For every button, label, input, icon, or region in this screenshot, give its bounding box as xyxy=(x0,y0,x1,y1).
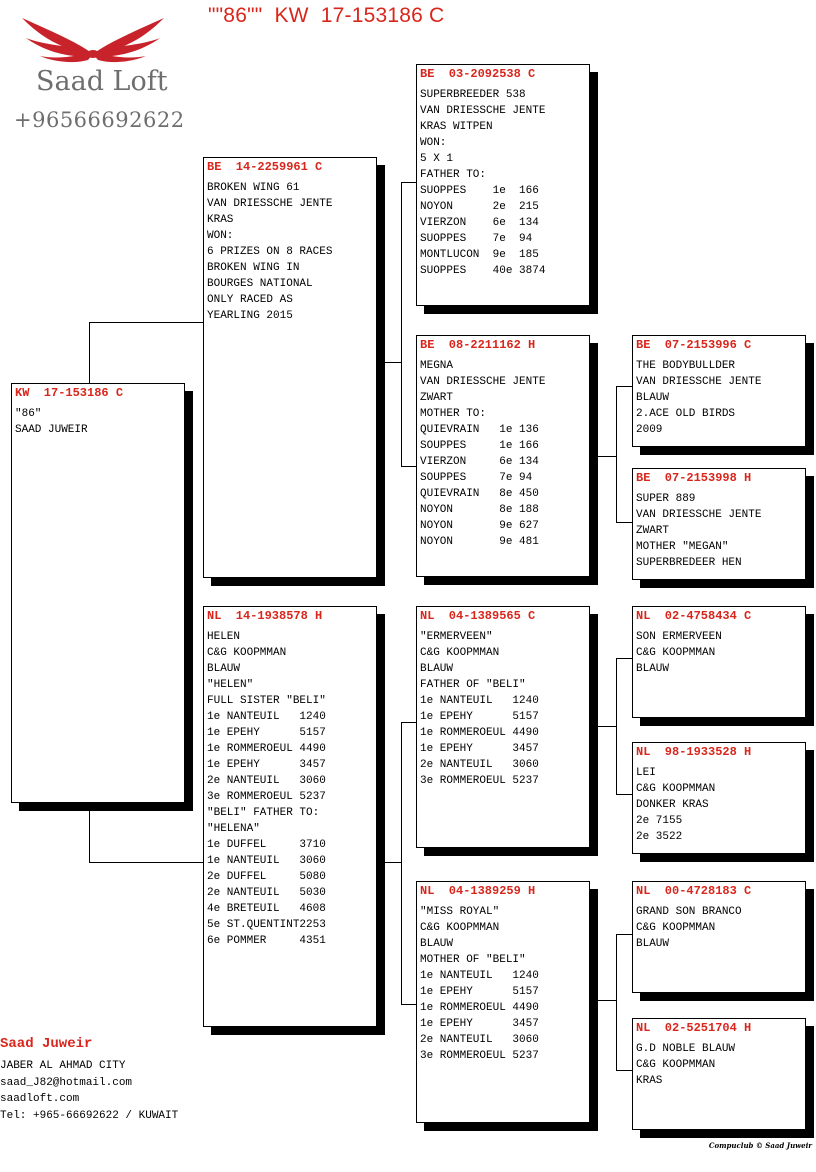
pigeon-info-line: SUPERBREDEER HEN xyxy=(636,557,742,569)
pigeon-info-line: C&G KOOPMMAN xyxy=(636,1059,716,1071)
pigeon-info-line: BOURGES NATIONAL xyxy=(207,278,313,290)
connector-line xyxy=(616,386,617,522)
pigeon-info-line: 1e DUFFEL 3710 xyxy=(207,839,326,851)
pigeon-info-line: ZWART xyxy=(636,525,670,537)
pigeon-info-line: MOTHER OF "BELI" xyxy=(420,954,526,966)
pigeon-info-line: 3e ROMMEROEUL 5237 xyxy=(207,791,326,803)
pigeon-info-line: VIERZON 6e 134 xyxy=(420,456,539,468)
owner-city: JABER AL AHMAD CITY xyxy=(0,1060,126,1072)
pigeon-card-subject xyxy=(11,383,185,803)
pigeon-info-line: 2e NANTEUIL 5030 xyxy=(207,887,326,899)
connector-line xyxy=(616,386,632,387)
ring-number: NL 02-5251704 H xyxy=(636,1021,752,1035)
pigeon-info-line: SOUPPES 1e 166 xyxy=(420,440,539,452)
pigeon-info-line: MEGNA xyxy=(420,360,454,372)
pigeon-info-line: 6e POMMER 4351 xyxy=(207,935,326,947)
owner-email: saad_J82@hotmail.com xyxy=(0,1076,133,1089)
pigeon-info-line: "MISS ROYAL" xyxy=(420,906,500,918)
pigeon-info-line: QUIEVRAIN 1e 136 xyxy=(420,424,539,436)
pigeon-info-line: SUPER 889 xyxy=(636,493,696,505)
ring-number: NL 14-1938578 H xyxy=(207,609,323,623)
pigeon-info-line: 1e NANTEUIL 1240 xyxy=(420,695,539,707)
pigeon-info-line: 1e EPEHY 5157 xyxy=(207,727,326,739)
ring-number: BE 14-2259961 C xyxy=(207,160,323,174)
footer-credit: Compuclub © Saad Juweir xyxy=(708,1141,812,1150)
connector-line xyxy=(616,658,632,659)
pigeon-card-dam-sire xyxy=(416,606,590,848)
owner-phone: Tel: +965-66692622 / KUWAIT xyxy=(0,1109,179,1122)
pigeon-info-line: KRAS WITPEN xyxy=(420,121,493,133)
ring-number: NL 98-1933528 H xyxy=(636,745,752,759)
pigeon-info-line: 1e ROMMEROEUL 4490 xyxy=(207,743,326,755)
pigeon-info-line: 2e 7155 xyxy=(636,815,683,827)
pigeon-info-line: 1e EPEHY 3457 xyxy=(207,759,326,771)
pigeon-info-line: C&G KOOPMMAN xyxy=(420,647,500,659)
connector-line xyxy=(384,862,401,863)
connector-line xyxy=(401,722,417,723)
pigeon-info-line: BROKEN WING IN xyxy=(207,262,300,274)
pigeon-card-sire-dam-sire xyxy=(632,335,806,447)
pigeon-info-line: SUOPPES 40e 3874 xyxy=(420,265,546,277)
pigeon-info-line: MONTLUCON 9e 185 xyxy=(420,249,539,261)
connector-line xyxy=(616,1070,632,1071)
pigeon-info-line: WON: xyxy=(420,137,447,149)
owner-website: saadloft.com xyxy=(0,1093,80,1105)
pigeon-info-line: 1e NANTEUIL 1240 xyxy=(207,711,326,723)
ring-number: KW 17-153186 C xyxy=(15,386,124,400)
pigeon-card-dam xyxy=(203,606,377,1027)
pigeon-info-line: 4e BRETEUIL 4608 xyxy=(207,903,326,915)
pigeon-info-line: KRAS xyxy=(636,1075,663,1087)
pigeon-info-line: SUOPPES 1e 166 xyxy=(420,185,539,197)
connector-line xyxy=(616,794,632,795)
pigeon-card-dam-sire-sire xyxy=(632,606,806,718)
pigeon-info-line: ONLY RACED AS xyxy=(207,294,293,306)
ring-number: BE 07-2153996 C xyxy=(636,338,752,352)
pigeon-info-line: LEI xyxy=(636,767,656,779)
pigeon-info-line: FATHER OF "BELI" xyxy=(420,679,526,691)
connector-line xyxy=(89,322,90,384)
ring-number: NL 00-4728183 C xyxy=(636,884,752,898)
pigeon-info-line: WON: xyxy=(207,230,234,242)
connector-line xyxy=(616,658,617,794)
pigeon-info-line: "HELEN" xyxy=(207,679,254,691)
pigeon-info-line: BLAUW xyxy=(636,663,670,675)
connector-line xyxy=(401,1004,417,1005)
pigeon-card-dam-dam-sire xyxy=(632,881,806,993)
pigeon-info-line: ZWART xyxy=(420,392,454,404)
connector-line xyxy=(616,934,632,935)
pigeon-info-line: VAN DRIESSCHE JENTE xyxy=(636,509,762,521)
owner-contact xyxy=(0,1036,178,1124)
pigeon-info-line: "86" xyxy=(15,408,42,420)
pigeon-info-line: "HELENA" xyxy=(207,823,260,835)
ring-number: BE 03-2092538 C xyxy=(420,67,536,81)
pigeon-info-line: 2.ACE OLD BIRDS xyxy=(636,408,736,420)
ring-number: NL 04-1389565 C xyxy=(420,609,536,623)
pigeon-info-line: MOTHER TO: xyxy=(420,408,487,420)
pigeon-card-dam-dam-dam xyxy=(632,1018,806,1130)
pigeon-info-line: YEARLING 2015 xyxy=(207,310,293,322)
pigeon-info-line: "ERMERVEEN" xyxy=(420,631,493,643)
connector-line xyxy=(401,466,417,467)
connector-line xyxy=(597,726,616,727)
pigeon-info-line: BLAUW xyxy=(636,392,670,404)
pigeon-info-line: MOTHER "MEGAN" xyxy=(636,541,729,553)
ring-number: BE 08-2211162 H xyxy=(420,338,536,352)
pigeon-info-line: 2e NANTEUIL 3060 xyxy=(207,775,326,787)
pigeon-info-line: 1e NANTEUIL 3060 xyxy=(207,855,326,867)
pigeon-info-line: 1e EPEHY 5157 xyxy=(420,986,539,998)
pigeon-info-line: BLAUW xyxy=(420,663,454,675)
pigeon-info-line: FATHER TO: xyxy=(420,169,487,181)
connector-line xyxy=(89,322,204,323)
pigeon-info-line: "BELI" FATHER TO: xyxy=(207,807,320,819)
logo-phone-text: +96566692622 xyxy=(14,108,185,132)
connector-line xyxy=(401,182,417,183)
connector-line xyxy=(89,802,90,862)
pigeon-info-line: QUIEVRAIN 8e 450 xyxy=(420,488,539,500)
pigeon-info-line: 1e ROMMEROEUL 4490 xyxy=(420,727,539,739)
connector-line xyxy=(401,722,402,1004)
pigeon-info-line: C&G KOOPMMAN xyxy=(636,922,716,934)
connector-line xyxy=(401,182,402,466)
pigeon-info-line: NOYON 9e 627 xyxy=(420,520,539,532)
pigeon-info-line: VAN DRIESSCHE JENTE xyxy=(636,376,762,388)
pigeon-card-dam-dam xyxy=(416,881,590,1123)
pigeon-info-line: VAN DRIESSCHE JENTE xyxy=(420,376,546,388)
pigeon-info-line: 3e ROMMEROEUL 5237 xyxy=(420,1050,539,1062)
pigeon-info-line: C&G KOOPMMAN xyxy=(636,783,716,795)
pigeon-info-line: DONKER KRAS xyxy=(636,799,709,811)
pigeon-info-line: 1e NANTEUIL 1240 xyxy=(420,970,539,982)
logo-brand-text: Saad Loft xyxy=(36,66,168,97)
pigeon-info-line: BROKEN WING 61 xyxy=(207,182,300,194)
pigeon-card-dam-sire-dam xyxy=(632,742,806,854)
connector-line xyxy=(597,1000,616,1001)
pigeon-card-sire-dam xyxy=(416,335,590,577)
pigeon-info-line: VAN DRIESSCHE JENTE xyxy=(207,198,333,210)
pigeon-info-line: NOYON 9e 481 xyxy=(420,536,539,548)
connector-line xyxy=(89,862,204,863)
pigeon-info-line: C&G KOOPMMAN xyxy=(420,922,500,934)
pigeon-info-line: THE BODYBULLDER xyxy=(636,360,736,372)
ring-number: NL 04-1389259 H xyxy=(420,884,536,898)
connector-line xyxy=(616,934,617,1070)
ring-number: NL 02-4758434 C xyxy=(636,609,752,623)
pigeon-info-line: KRAS xyxy=(207,214,234,226)
pigeon-info-line: 2e NANTEUIL 3060 xyxy=(420,759,539,771)
pigeon-info-line: 2e NANTEUIL 3060 xyxy=(420,1034,539,1046)
pigeon-info-line: NOYON 8e 188 xyxy=(420,504,539,516)
pigeon-info-line: 3e ROMMEROEUL 5237 xyxy=(420,775,539,787)
pigeon-info-line: 2e DUFFEL 5080 xyxy=(207,871,326,883)
pigeon-info-line: HELEN xyxy=(207,631,241,643)
pigeon-info-line: VIERZON 6e 134 xyxy=(420,217,539,229)
pigeon-info-line: BLAUW xyxy=(207,663,241,675)
pigeon-info-line: VAN DRIESSCHE JENTE xyxy=(420,105,546,117)
pigeon-card-sire-sire xyxy=(416,64,590,306)
pigeon-info-line: 2e 3522 xyxy=(636,831,683,843)
pigeon-info-line: G.D NOBLE BLAUW xyxy=(636,1043,736,1055)
pigeon-info-line: 5e ST.QUENTINT2253 xyxy=(207,919,326,931)
pigeon-info-line: SON ERMERVEEN xyxy=(636,631,722,643)
ring-number: BE 07-2153998 H xyxy=(636,471,752,485)
pigeon-info-line: SUPERBREEDER 538 xyxy=(420,89,526,101)
pigeon-info-line: 1e EPEHY 5157 xyxy=(420,711,539,723)
pigeon-info-line: 6 PRIZES ON 8 RACES xyxy=(207,246,333,258)
pigeon-info-line: BLAUW xyxy=(636,938,670,950)
pigeon-info-line: C&G KOOPMMAN xyxy=(636,647,716,659)
pigeon-info-line: 1e EPEHY 3457 xyxy=(420,743,539,755)
saad-loft-logo xyxy=(14,14,194,134)
pigeon-info-line: FULL SISTER "BELI" xyxy=(207,695,326,707)
pigeon-card-sire-dam-dam xyxy=(632,468,806,580)
pigeon-info-line: 5 X 1 xyxy=(420,153,454,165)
connector-line xyxy=(597,456,616,457)
pigeon-info-line: SOUPPES 7e 94 xyxy=(420,472,533,484)
wings-icon xyxy=(18,14,168,66)
pigeon-info-line: 1e ROMMEROEUL 4490 xyxy=(420,1002,539,1014)
pigeon-info-line: NOYON 2e 215 xyxy=(420,201,539,213)
pigeon-info-line: SAAD JUWEIR xyxy=(15,424,88,436)
pigeon-info-line: 1e EPEHY 3457 xyxy=(420,1018,539,1030)
pigeon-info-line: 2009 xyxy=(636,424,663,436)
pigeon-info-line: GRAND SON BRANCO xyxy=(636,906,742,918)
connector-line xyxy=(384,362,401,363)
pigeon-card-sire xyxy=(203,157,377,578)
pigeon-info-line: BLAUW xyxy=(420,938,454,950)
connector-line xyxy=(616,522,632,523)
owner-name: Saad Juweir xyxy=(0,1036,93,1052)
pedigree-title: ""86"" KW 17-153186 C xyxy=(208,4,445,27)
pigeon-info-line: SUOPPES 7e 94 xyxy=(420,233,533,245)
pigeon-info-line: C&G KOOPMMAN xyxy=(207,647,287,659)
